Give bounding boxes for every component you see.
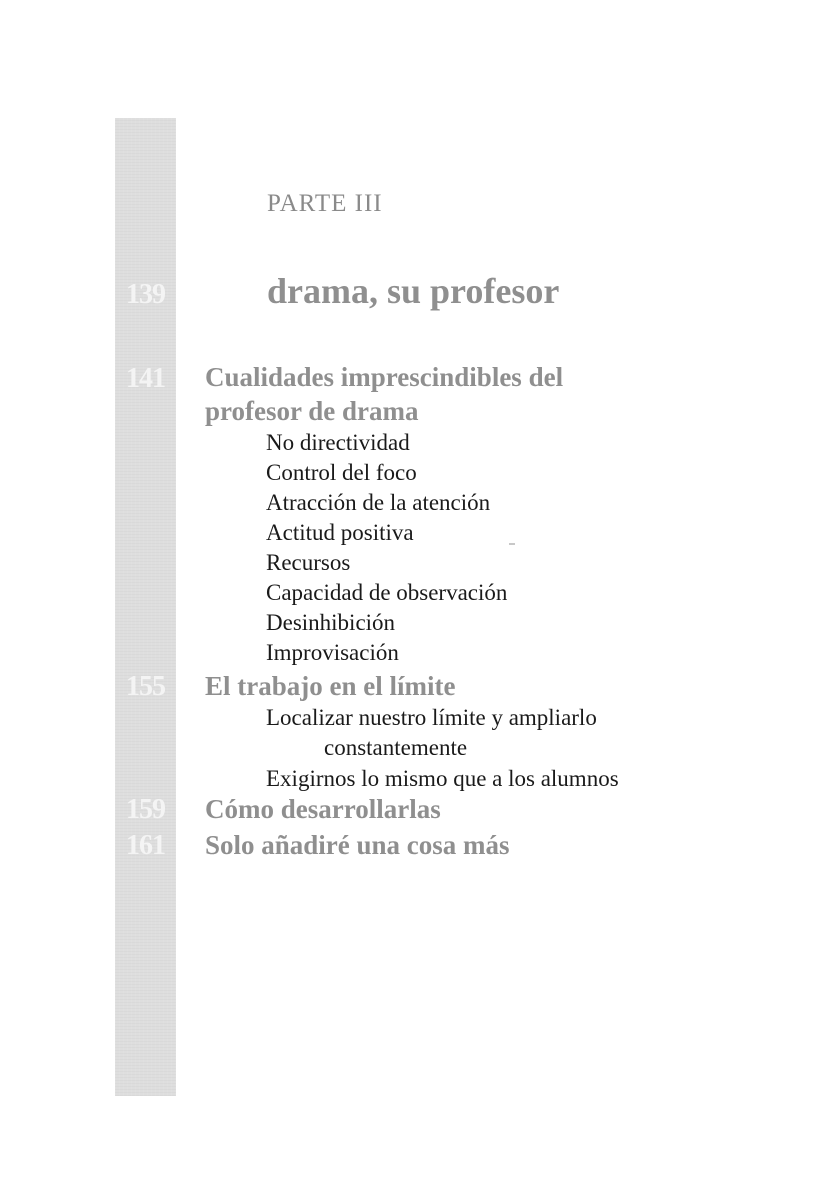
toc-item: Exigirnos lo mismo que a los alumnos bbox=[266, 766, 619, 791]
toc-item: Improvisación bbox=[266, 640, 399, 665]
toc-item: Capacidad de observación bbox=[266, 580, 508, 605]
page-number-141: 141 bbox=[126, 363, 165, 394]
chapter-title: Cómo desarrollarlas bbox=[205, 794, 441, 824]
toc-item: No directividad bbox=[266, 430, 410, 455]
page-number-strip bbox=[115, 118, 176, 1096]
toc-item-continuation: constantemente bbox=[324, 735, 468, 760]
toc-item: Actitud positiva bbox=[266, 520, 414, 545]
page-number-139: 139 bbox=[126, 279, 165, 310]
part-label: PARTE III bbox=[267, 190, 383, 217]
toc-item: Recursos bbox=[266, 550, 351, 575]
toc-item: Control del foco bbox=[266, 460, 417, 485]
chapter-title-line1: Cualidades imprescindibles del bbox=[205, 362, 564, 392]
part-title: drama, su profesor bbox=[267, 271, 560, 311]
toc-item: Desinhibición bbox=[266, 610, 396, 635]
scan-speck bbox=[509, 543, 515, 545]
page-number-159: 159 bbox=[126, 794, 165, 825]
chapter-title: Solo añadiré una cosa más bbox=[205, 830, 510, 860]
chapter-title: El trabajo en el límite bbox=[205, 671, 456, 701]
toc-item: Atracción de la atención bbox=[266, 490, 491, 515]
chapter-title-line2: profesor de drama bbox=[205, 396, 419, 426]
page-number-161: 161 bbox=[126, 830, 165, 861]
toc-item: Localizar nuestro límite y ampliarlo bbox=[266, 705, 597, 730]
page-number-155: 155 bbox=[126, 671, 165, 702]
